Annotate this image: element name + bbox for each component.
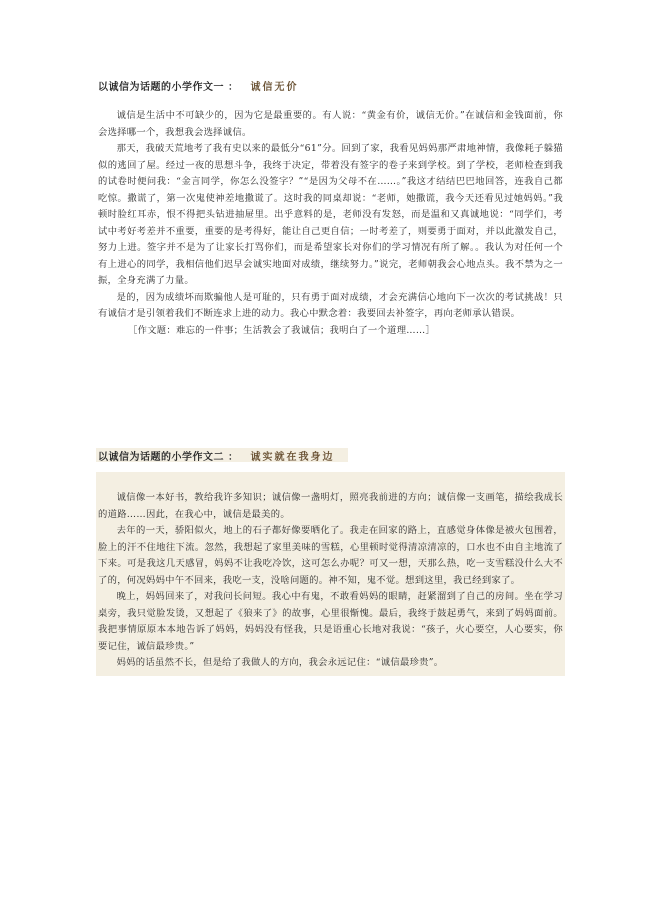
essay-2-paragraph: 去年的一天，骄阳似火，地上的石子都好像要晒化了。我走在回家的路上，直感觉身体像是被火包围着，脸上的汗不住地往下流。忽然，我想起了家里美味的雪糕，心里顿时觉得清凉清凉的，口水也不由自主地流了下来。可是我这几天感冒，妈妈不让我吃冷饮，这可怎么办呢？可又一想，天那么热，吃一支雪糕没什么大不了的，何况妈妈中午不回来，我吃一支，没啥问题的。神不知，鬼不觉。想到这里，我已经到家了。 xyxy=(98,525,563,586)
essay-2-body xyxy=(98,490,563,672)
essay-1-subtitle: 诚信无价 xyxy=(250,82,299,93)
essay-2-paragraph: 晚上，妈妈回来了，对我问长问短。我心中有鬼，不敢看妈妈的眼睛，赶紧溜到了自己的房间。坐在学习桌旁，我只觉脸发烫，又想起了《狼来了》的故事，心里很惭愧。最后，我终于鼓起勇气，来到了妈妈面前。我把事情原原本本地告诉了妈妈，妈妈没有怪我，只是语重心长地对我说：“孩子，火心要空，人心要实，你要记住，诚信最珍贵。” xyxy=(98,591,563,652)
essay-1 xyxy=(98,78,563,339)
essay-2-heading xyxy=(96,448,348,462)
essay-2-subtitle: 诚实就在我身边 xyxy=(250,452,335,463)
essay-1-paragraph: 诚信是生活中不可缺少的，因为它是最重要的。有人说：“黄金有价，诚信无价。”在诚信和金钱面前，你会选择哪一个，我想我会选择诚信。 xyxy=(98,110,563,138)
essay-1-title: 以诚信为话题的小学作文一 ： xyxy=(98,82,239,93)
essay-1-paragraph: 是的，因为成绩坏而欺骗他人是可耻的，只有勇于面对成绩，才会充满信心地向下一次次的考试挑战！只有诚信才是引领着我们不断连求上进的动力。我心中默念着：我要回去补签字，再向老师承认错误。 xyxy=(98,291,563,319)
essay-1-paragraph: 那天，我破天荒地考了我有史以来的最低分“61”分。回到了家，我看见妈妈那严肃地神情，我像耗子躲猫似的逃回了屋。经过一夜的思想斗争，我终于决定，带着没有签字的卷子来到学校。到了学校，老师检查到我的试卷时便问我：“金言同学，你怎么没签字？”“是因为父母不在……。”我这才结结巴巴地回答，连我自己都吃惊。撒谎了，第一次鬼使神差地撒谎了。这时我的同桌却说：“老师，她撒谎，我今天还看见过她妈妈。”我顿时脸红耳赤，恨不得把头钻进抽屉里。出乎意料的是，老师没有发怒，而是温和又真诚地说：“同学们，考试中考好考差并不重要，重要的是考得好，能让自己更自信；一时考差了，则要勇于面对，并以此激发自己，努力上进。签字并不是为了让家长打骂你们，而是希望家长对你们的学习情况有所了解。。我认为对任何一个有上进心的同学，我相信他们迟早会诚实地面对成绩，继续努力。”说完，老师朝我会心地点头。我不禁为之一振，全身充满了力量。 xyxy=(98,143,563,286)
essay-2-panel xyxy=(96,472,565,676)
essay-2 xyxy=(98,448,563,676)
essay-2-paragraph: 诚信像一本好书，教给我许多知识；诚信像一盏明灯，照亮我前进的方向；诚信像一支画笔，描绘我成长的道路……因此，在我心中，诚信是最美的。 xyxy=(98,492,563,520)
essay-1-heading xyxy=(98,78,563,92)
essay-1-topic-tags: ［作文题：难忘的一件事；生活教会了我诚信；我明白了一个道理……］ xyxy=(128,324,436,336)
essay-1-body xyxy=(98,108,563,339)
essay-2-paragraph: 妈妈的话虽然不长，但是给了我做人的方向，我会永远记住：“诚信最珍贵”。 xyxy=(116,657,444,668)
essay-2-title: 以诚信为话题的小学作文二 ： xyxy=(98,452,239,463)
